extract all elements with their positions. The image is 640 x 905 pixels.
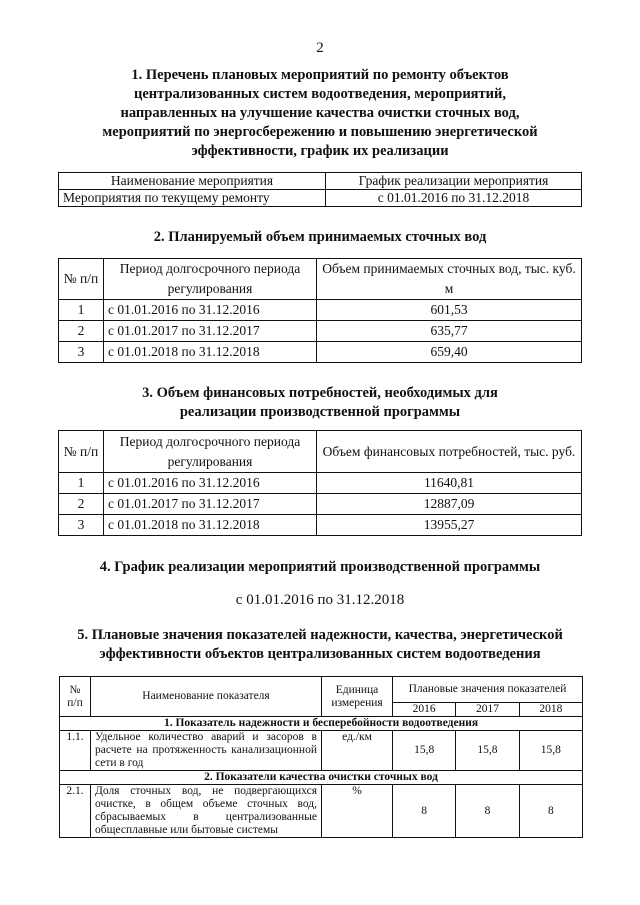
table-cell: с 01.01.2016 по 31.12.2018 — [326, 190, 582, 207]
table-section-row — [60, 771, 583, 785]
header-cell: № п/п — [59, 259, 104, 300]
section5-title — [40, 626, 600, 664]
table-cell: 635,77 — [317, 321, 582, 342]
section2-title: 2. Планируемый объем принимаемых сточных вод — [153, 229, 487, 245]
table-cell: с 01.01.2017 по 31.12.2017 — [104, 494, 317, 515]
header-cell-year: 2018 — [519, 703, 582, 717]
table-cell: 1 — [59, 300, 104, 321]
table-cell: 2 — [59, 321, 104, 342]
table-cell: 3 — [59, 515, 104, 536]
table-row — [59, 321, 582, 342]
table-cell: Доля сточных вод, не подвергающихся очистке, в общем объеме сточных вод, сбрасываемых в централизованные общесплавные или бытовые системы — [91, 785, 322, 838]
table-cell: 12887,09 — [317, 494, 582, 515]
header-cell-name: Наименование показателя — [91, 677, 322, 717]
section4-period: с 01.01.2016 по 31.12.2018 — [235, 592, 405, 608]
section1-title — [70, 66, 570, 161]
table-header-row — [59, 173, 582, 190]
header-cell-year: 2016 — [393, 703, 456, 717]
table-cell: 3 — [59, 342, 104, 363]
section1-title-line: эффективности, график их реализации — [191, 143, 449, 159]
table-cell: Удельное количество аварий и засоров в расчете на протяженность канализационной сети в год — [91, 731, 322, 771]
schedule-table — [58, 172, 582, 207]
header-cell-year: 2017 — [456, 703, 519, 717]
table-row — [59, 515, 582, 536]
header-cell: График реализации мероприятия — [326, 173, 582, 190]
section-heading-cell: 1. Показатель надежности и бесперебойности водоотведения — [60, 717, 583, 731]
table-cell: с 01.01.2018 по 31.12.2018 — [104, 342, 317, 363]
table-cell: с 01.01.2016 по 31.12.2016 — [104, 473, 317, 494]
header-cell: Объем принимаемых сточных вод, тыс. куб. м — [317, 259, 582, 300]
table-cell: 601,53 — [317, 300, 582, 321]
section-heading-cell: 2. Показатели качества очистки сточных вод — [60, 771, 583, 785]
section4-title: 4. График реализации мероприятий производственной программы — [99, 559, 541, 575]
section1-title-line: 1. Перечень плановых мероприятий по ремонту объектов — [131, 67, 509, 83]
header-cell-unit: Единица измерения — [322, 677, 393, 717]
table-cell: 1.1. — [60, 731, 91, 771]
table-row — [59, 342, 582, 363]
section5-title-line: эффективности объектов централизованных систем водоотведения — [99, 646, 541, 662]
header-cell: Период долгосрочного периода регулирования — [104, 259, 317, 300]
table-cell: с 01.01.2016 по 31.12.2016 — [104, 300, 317, 321]
header-cell: Наименование мероприятия — [59, 173, 326, 190]
wastewater-volume-table — [58, 258, 582, 363]
table-row — [59, 190, 582, 207]
table-cell: 8 — [393, 785, 456, 838]
section1-title-line: централизованных систем водоотведения, мероприятий, — [134, 86, 506, 102]
table-cell: с 01.01.2017 по 31.12.2017 — [104, 321, 317, 342]
table-cell: 13955,27 — [317, 515, 582, 536]
section1-title-line: мероприятий по энергосбережению и повышению энергетической — [102, 124, 538, 140]
table-cell: 8 — [456, 785, 519, 838]
section3-title-line: 3. Объем финансовых потребностей, необходимых для — [142, 385, 498, 401]
page-number: 2 — [316, 40, 324, 56]
table-section-row — [60, 717, 583, 731]
table-cell: 15,8 — [456, 731, 519, 771]
header-cell: Период долгосрочного периода регулирования — [104, 431, 317, 473]
table-cell: ед./км — [322, 731, 393, 771]
section1-title-line: направленных на улучшение качества очистки сточных вод, — [120, 105, 520, 121]
table-row — [60, 731, 583, 771]
table-cell: 11640,81 — [317, 473, 582, 494]
table-cell: 2 — [59, 494, 104, 515]
header-cell: Объем финансовых потребностей, тыс. руб. — [317, 431, 582, 473]
table-row — [59, 300, 582, 321]
header-cell-planned: Плановые значения показателей — [393, 677, 583, 703]
section3-title-line: реализации производственной программы — [179, 404, 461, 420]
indicators-table — [59, 676, 583, 838]
section5-title-line: 5. Плановые значения показателей надежности, качества, энергетической — [77, 627, 563, 643]
table-cell: 8 — [519, 785, 582, 838]
table-row — [59, 473, 582, 494]
table-cell: % — [322, 785, 393, 838]
financial-needs-table — [58, 430, 582, 536]
table-header-row — [60, 677, 583, 703]
header-cell-num: № п/п — [60, 677, 91, 717]
section3-title — [70, 384, 570, 422]
table-row — [60, 785, 583, 838]
table-row — [59, 494, 582, 515]
table-cell: 2.1. — [60, 785, 91, 838]
table-cell: с 01.01.2018 по 31.12.2018 — [104, 515, 317, 536]
table-cell: 15,8 — [519, 731, 582, 771]
table-cell: 15,8 — [393, 731, 456, 771]
header-cell: № п/п — [59, 431, 104, 473]
table-cell: 1 — [59, 473, 104, 494]
table-header-row — [59, 431, 582, 473]
table-header-row — [59, 259, 582, 300]
table-cell: 659,40 — [317, 342, 582, 363]
table-cell: Мероприятия по текущему ремонту — [59, 190, 326, 207]
